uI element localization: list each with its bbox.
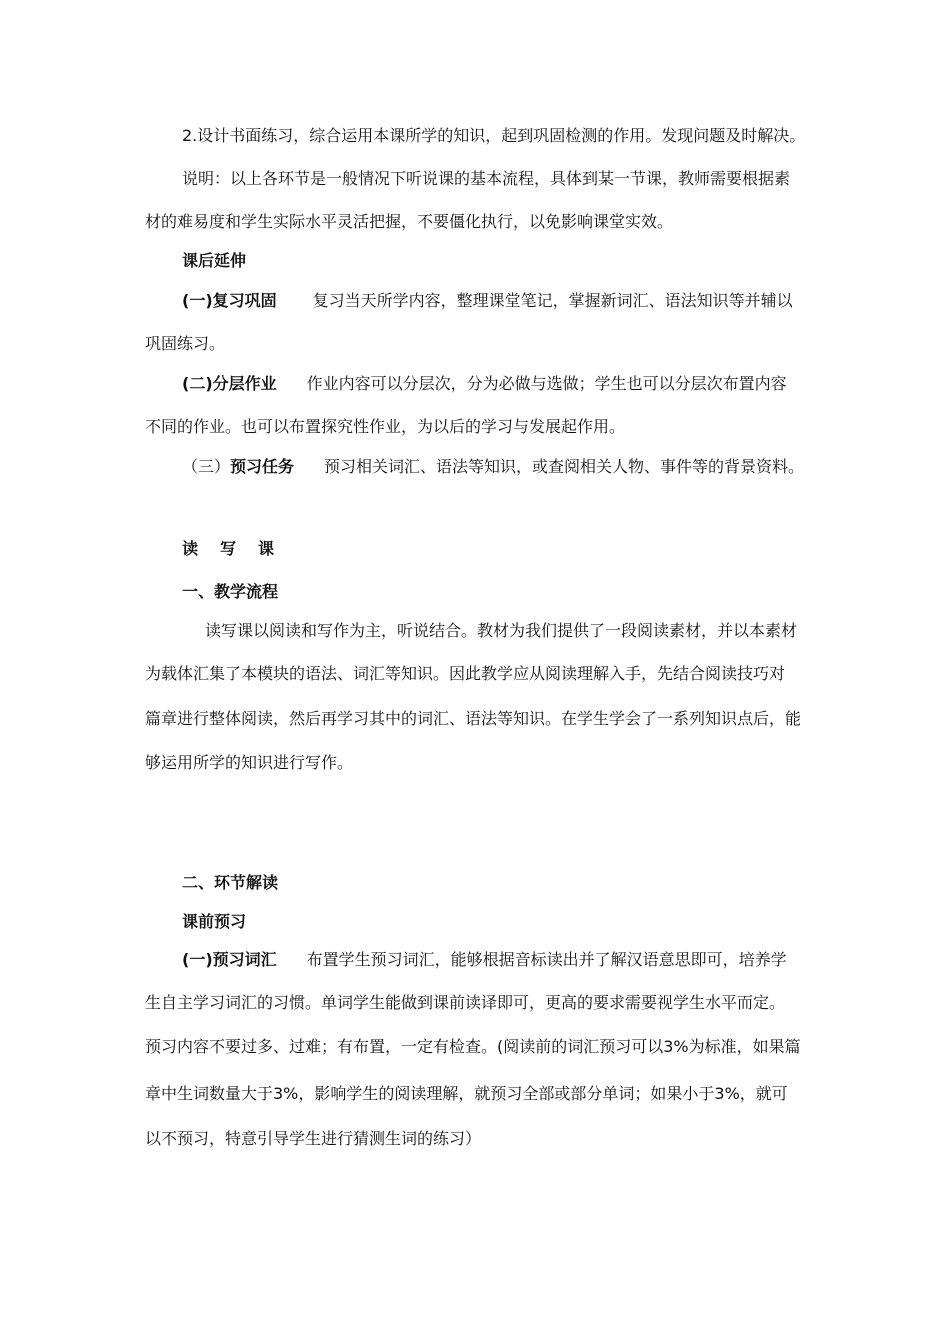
vocab-line-3: 预习内容不要过多、过难；有布置，一定有检查。(阅读前的词汇预习可以3%为标准，如果篇 xyxy=(145,1037,801,1056)
item-homework-text-cont: 不同的作业。也可以布置探究性作业，为以后的学习与发展起作用。 xyxy=(145,417,626,436)
flow-line-2: 为载体汇集了本模块的语法、词汇等知识。因此教学应从阅读理解入手，先结合阅读技巧对 xyxy=(145,664,786,683)
item-preview-vocab xyxy=(182,950,787,970)
item-homework-label: (二)分层作业 xyxy=(182,374,277,393)
item-preview-vocab-text: 布置学生预习词汇，能够根据音标读出并了解汉语意思即可，培养学 xyxy=(306,950,787,969)
flow-line-3: 篇章进行整体阅读，然后再学习其中的词汇、语法等知识。在学生学会了一系列知识点后，能 xyxy=(145,709,802,728)
vocab-line-5: 以不预习，特意引导学生进行猜测生词的练习） xyxy=(145,1129,482,1148)
item-review-label: (一)复习巩固 xyxy=(182,291,277,310)
flow-line-4: 够运用所学的知识进行写作。 xyxy=(145,753,354,772)
item-preview-task-num: （三） xyxy=(182,457,231,476)
vocab-line-2: 生自主学习词汇的习惯。单词学生能做到课前读译即可，更高的要求需要视学生水平而定。 xyxy=(145,993,786,1012)
heading-after-class: 课后延伸 xyxy=(182,251,247,270)
item-review xyxy=(182,291,793,311)
vocab-line-4: 章中生词数量大于3%，影响学生的阅读理解，就预习全部或部分单词；如果小于3%，就可 xyxy=(145,1084,788,1103)
item-preview-task-label: 预习任务 xyxy=(230,457,295,476)
item-review-text: 复习当天所学内容，整理课堂笔记，掌握新词汇、语法知识等并辅以 xyxy=(312,291,793,310)
item-review-text-cont: 巩固练习。 xyxy=(145,334,226,353)
note-line-2: 材的难易度和学生实际水平灵活把握，不要僵化执行，以免影响课堂实效。 xyxy=(145,212,674,231)
note-line-1: 说明：以上各环节是一般情况下听说课的基本流程，具体到某一节课，教师需要根据素 xyxy=(182,169,791,188)
paragraph-written-practice: 2.设计书面练习，综合运用本课所学的知识，起到巩固检测的作用。发现问题及时解决。 xyxy=(182,126,806,145)
heading-pre-class-preview: 课前预习 xyxy=(182,912,247,931)
item-preview-vocab-label: (一)预习词汇 xyxy=(182,950,277,969)
item-homework-text: 作业内容可以分层次，分为必做与选做；学生也可以分层次布置内容 xyxy=(306,374,787,393)
heading-step-interpretation: 二、环节解读 xyxy=(182,873,279,892)
heading-teaching-flow: 一、教学流程 xyxy=(182,582,279,601)
section-title-reading-writing: 读写课 xyxy=(182,539,297,558)
item-preview-task xyxy=(182,457,804,477)
flow-line-1: 读写课以阅读和写作为主，听说结合。教材为我们提供了一段阅读素材，并以本素材 xyxy=(205,621,798,640)
item-preview-task-text: 预习相关词汇、语法等知识，或查阅相关人物、事件等的背景资料。 xyxy=(324,457,805,476)
item-homework xyxy=(182,374,787,394)
